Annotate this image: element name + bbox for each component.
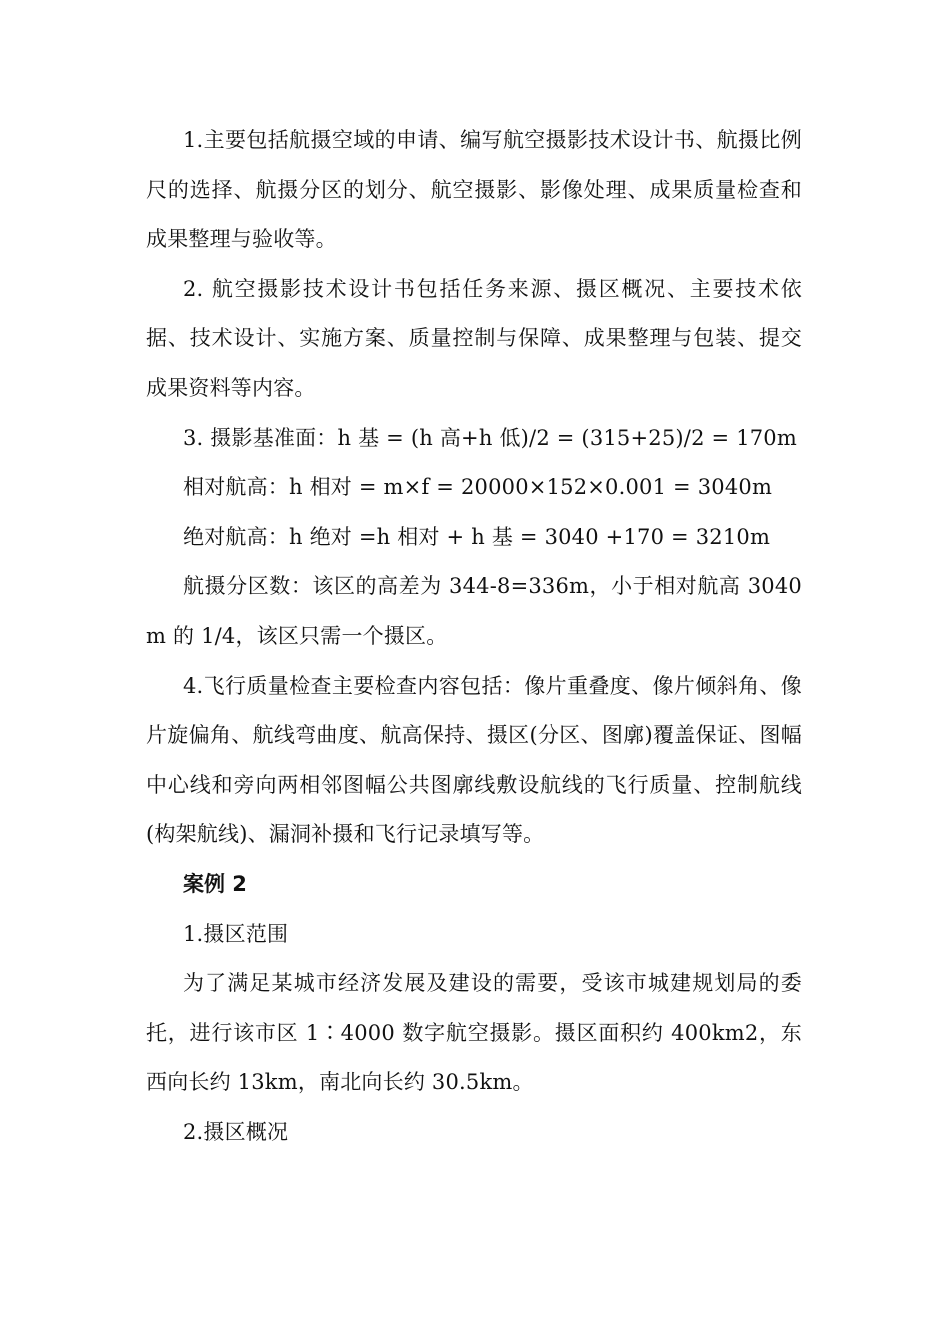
paragraph-3: 3. 摄影基准面：h 基 = (h 高+h 低)/2 = (315+25)/2 = 170m: [183, 425, 797, 450]
case-heading: 案例 2: [183, 871, 247, 896]
section-1-title: 1.摄区范围: [183, 921, 289, 946]
section-2-title: 2.摄区概况: [183, 1119, 289, 1144]
paragraph-7: 4.飞行质量检查主要检查内容包括：像片重叠度、像片倾斜角、像片旋偏角、航线弯曲度、航高保持、摄区(分区、图廓)覆盖保证、图幅中心线和旁向两相邻图幅公共图廓线敷设航线的飞行质量、控制航线(构架航线)、漏洞补摄和飞行记录填写等。: [146, 673, 802, 847]
paragraph-6: 航摄分区数：该区的高差为 344-8=336m，小于相对航高 3040m 的 1/4，该区只需一个摄区。: [146, 574, 802, 648]
paragraph-5: 绝对航高：h 绝对 =h 相对 + h 基 = 3040 +170 = 3210m: [183, 524, 771, 549]
section-1-text: 为了满足某城市经济发展及建设的需要，受该市城建规划局的委托，进行该市区 1∶4000 数字航空摄影。摄区面积约 400km2，东西向长约 13km，南北向长约 30.5km。: [146, 971, 802, 1095]
paragraph-4: 相对航高：h 相对 = m×f = 20000×152×0.001 = 3040m: [183, 475, 773, 500]
paragraph-1: 1.主要包括航摄空域的申请、编写航空摄影技术设计书、航摄比例尺的选择、航摄分区的划分、航空摄影、影像处理、成果质量检查和成果整理与验收等。: [146, 128, 802, 252]
document-body: [146, 116, 802, 1157]
paragraph-2: 2. 航空摄影技术设计书包括任务来源、摄区概况、主要技术依据、技术设计、实施方案、质量控制与保障、成果整理与包装、提交成果资料等内容。: [146, 276, 802, 400]
